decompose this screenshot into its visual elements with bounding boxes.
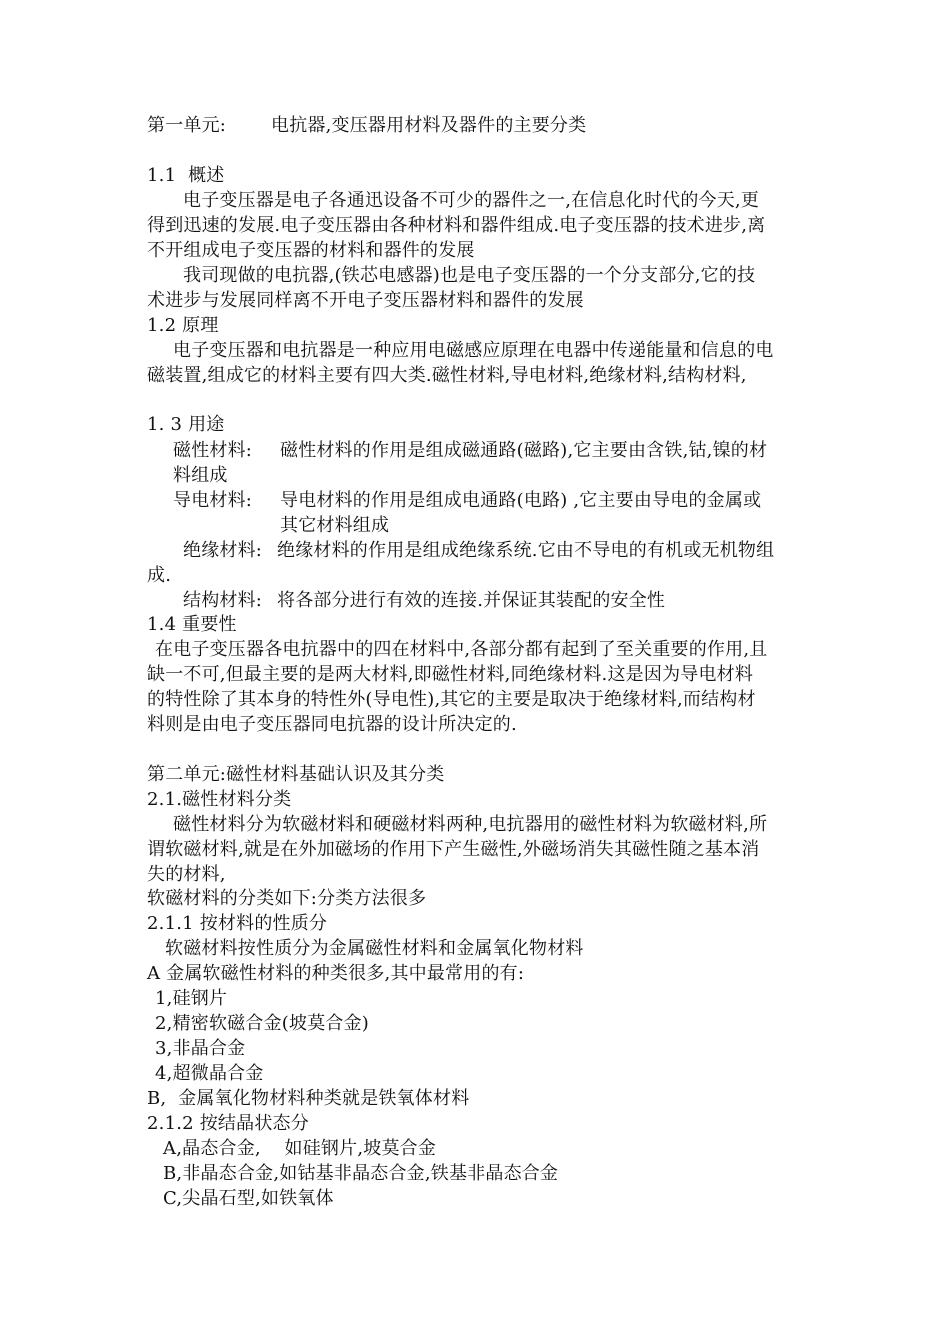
definition-line: 成. <box>147 565 172 586</box>
term-structural: 结构材料: <box>183 590 263 611</box>
list-item: C,尖晶石型,如铁氧体 <box>163 1188 334 1209</box>
definition-line: 料组成 <box>173 465 228 486</box>
section-1-3-heading: 1. 3 用途 <box>147 414 225 435</box>
list-item: 2,精密软磁合金(坡莫合金) <box>155 1013 370 1034</box>
section-1-2-heading: 1.2 原理 <box>147 315 219 336</box>
paragraph-line: 料则是由电子变压器同电抗器的设计所决定的. <box>147 714 517 735</box>
section-1-4-heading: 1.4 重要性 <box>147 614 237 635</box>
list-item: A,晶态合金, 如硅钢片,坡莫合金 <box>163 1138 437 1159</box>
paragraph-line: 电子变压器和电抗器是一种应用电磁感应原理在电器中传递能量和信息的电 <box>173 340 774 361</box>
list-intro: B, 金属氧化物材料种类就是铁氧体材料 <box>147 1088 470 1109</box>
paragraph-line: 磁装置,组成它的材料主要有四大类.磁性材料,导电材料,绝缘材料,结构材料, <box>147 365 747 386</box>
list-intro: A 金属软磁性材料的种类很多,其中最常用的有: <box>147 963 525 984</box>
list-item: 3,非晶合金 <box>155 1038 246 1059</box>
list-item: 4,超微晶合金 <box>155 1063 264 1084</box>
list-item: B,非晶态合金,如钴基非晶态合金,铁基非晶态合金 <box>163 1163 559 1184</box>
paragraph-line: 软磁材料的分类如下:分类方法很多 <box>147 888 427 909</box>
unit2-title: 第二单元:磁性材料基础认识及其分类 <box>147 764 445 785</box>
paragraph-line: 缺一不可,但最主要的是两大材料,即磁性材料,同绝缘材料.这是因为导电材料 <box>147 664 754 685</box>
paragraph-line: 我司现做的电抗器,(铁芯电感器)也是电子变压器的一个分支部分,它的技 <box>183 265 756 286</box>
unit1-title: 电抗器,变压器用材料及器件的主要分类 <box>271 115 587 136</box>
paragraph-line: 谓软磁材料,就是在外加磁场的作用下产生磁性,外磁场消失其磁性随之基本消 <box>147 839 760 860</box>
paragraph-line: 电子变压器是电子各通迅设备不可少的器件之一,在信息化时代的今天,更 <box>183 190 760 211</box>
paragraph-line: 软磁材料按性质分为金属磁性材料和金属氧化物材料 <box>165 938 584 959</box>
unit1-label: 第一单元: <box>147 115 227 136</box>
term-conductive: 导电材料: <box>173 490 253 511</box>
definition-line: 其它材料组成 <box>280 515 390 536</box>
list-item: 1,硅钢片 <box>155 988 228 1009</box>
definition-line: 磁性材料的作用是组成磁通路(磁路),它主要由含铁,钴,镍的材 <box>280 440 768 461</box>
paragraph-line: 术进步与发展同样离不开电子变压器材料和器件的发展 <box>147 290 584 311</box>
section-2-1-heading: 2.1.磁性材料分类 <box>147 789 292 810</box>
section-1-1-heading: 1.1 概述 <box>147 165 225 186</box>
paragraph-line: 在电子变压器各电抗器中的四在材料中,各部分都有起到了至关重要的作用,且 <box>155 639 768 660</box>
term-magnetic: 磁性材料: <box>173 440 253 461</box>
section-2-1-2-heading: 2.1.2 按结晶状态分 <box>147 1113 309 1134</box>
paragraph-line: 磁性材料分为软磁材料和硬磁材料两种,电抗器用的磁性材料为软磁材料,所 <box>173 814 768 835</box>
paragraph-line: 的特性除了其本身的特性外(导电性),其它的主要是取决于绝缘材料,而结构材 <box>147 689 756 710</box>
term-insulating: 绝缘材料: <box>183 540 263 561</box>
paragraph-line: 得到迅速的发展.电子变压器由各种材料和器件组成.电子变压器的技术进步,离 <box>147 215 766 236</box>
definition-line: 绝缘材料的作用是组成绝缘系统.它由不导电的有机或无机物组 <box>277 540 775 561</box>
paragraph-line: 不开组成电子变压器的材料和器件的发展 <box>147 240 475 261</box>
paragraph-line: 失的材料, <box>147 864 226 885</box>
definition-line: 将各部分进行有效的连接.并保证其装配的安全性 <box>277 590 666 611</box>
definition-line: 导电材料的作用是组成电通路(电路) ,它主要由导电的金属或 <box>280 490 762 511</box>
section-2-1-1-heading: 2.1.1 按材料的性质分 <box>147 913 328 934</box>
